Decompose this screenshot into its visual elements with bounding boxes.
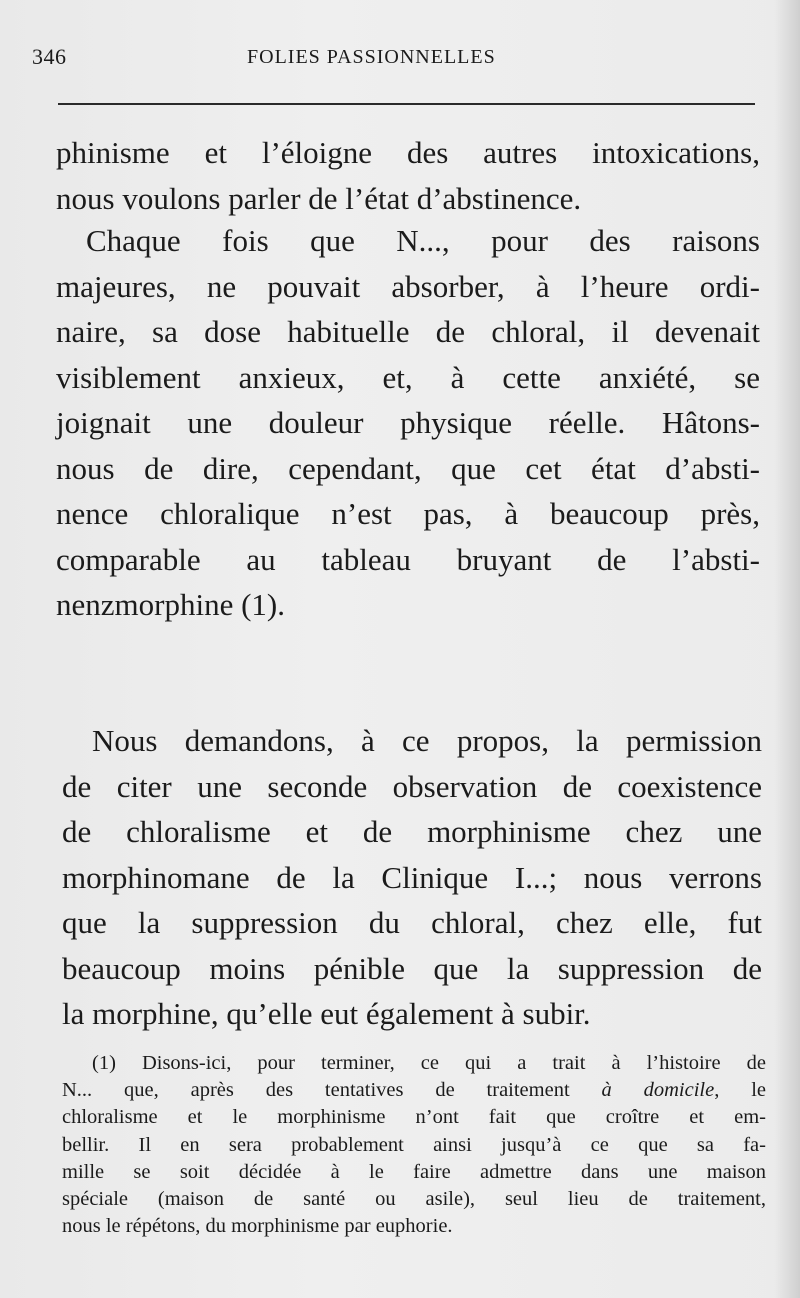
text-line: nous voulons parler de l’état d’abstinence. xyxy=(56,180,582,216)
text-line: nous de dire, cependant, que cet état d’absti- xyxy=(56,450,760,486)
footnote-line: bellir. Il en sera probablement ainsi jusqu’à ce que sa fa- xyxy=(62,1133,766,1156)
text-line: Nous demandons, à ce propos, la permission xyxy=(92,723,762,758)
text-line: nenzmorphine (1). xyxy=(56,587,285,622)
page-number: 346 xyxy=(32,44,67,69)
footnote-line: (1) Disons-ici, pour terminer, ce qui a trait à l’histoire de xyxy=(92,1052,766,1074)
text-line: visiblement anxieux, et, à cette anxiété, se xyxy=(56,359,760,395)
text-line: majeures, ne pouvait absorber, à l’heure ordi- xyxy=(56,268,760,304)
running-head: FOLIES PASSIONNELLES xyxy=(247,46,496,68)
footnote-italic: à domicile xyxy=(601,1079,715,1102)
footnote-line-2 xyxy=(62,1077,766,1104)
footnote-line: nous le répétons, du morphinisme par euphorie. xyxy=(62,1215,453,1238)
text-line: comparable au tableau bruyant de l’absti- xyxy=(56,541,760,577)
text-line: que la suppression du chloral, chez elle, fut xyxy=(62,905,762,940)
header-rule xyxy=(58,103,755,105)
text-line: Chaque fois que N..., pour des raisons xyxy=(86,223,760,258)
text-line: joignait une douleur physique réelle. Hâtons- xyxy=(56,405,760,440)
footnote xyxy=(62,1050,766,1240)
footnote-line: spéciale (maison de santé ou asile), seul lieu de traitement, xyxy=(62,1188,766,1211)
footnote-line: chloralisme et le morphinisme n’ont fait que croître et em- xyxy=(62,1106,766,1129)
paragraph-2 xyxy=(56,218,760,628)
text-line: beaucoup moins pénible que la suppression de xyxy=(62,950,762,986)
page-gutter-shadow xyxy=(774,0,800,1298)
text-line: naire, sa dose habituelle de chloral, il devenait xyxy=(56,314,760,349)
text-line: phinisme et l’éloigne des autres intoxications, xyxy=(56,135,760,170)
footnote-text: N... que, après des tentatives de traitement xyxy=(62,1079,570,1102)
footnote-line: mille se soit décidée à le faire admettre dans une maison xyxy=(62,1160,766,1183)
paragraph-3 xyxy=(62,718,762,1037)
text-line: morphinomane de la Clinique I...; nous verrons xyxy=(62,859,762,895)
text-line: de citer une seconde observation de coexistence xyxy=(62,768,762,804)
text-line: la morphine, qu’elle eut également à subir. xyxy=(62,996,591,1031)
page-header xyxy=(32,44,762,74)
text-line: nence chloralique n’est pas, à beaucoup près, xyxy=(56,496,760,531)
text-line: de chloralisme et de morphinisme chez une xyxy=(62,814,762,849)
paragraph-1 xyxy=(56,130,760,221)
footnote-text: , le xyxy=(714,1079,766,1102)
